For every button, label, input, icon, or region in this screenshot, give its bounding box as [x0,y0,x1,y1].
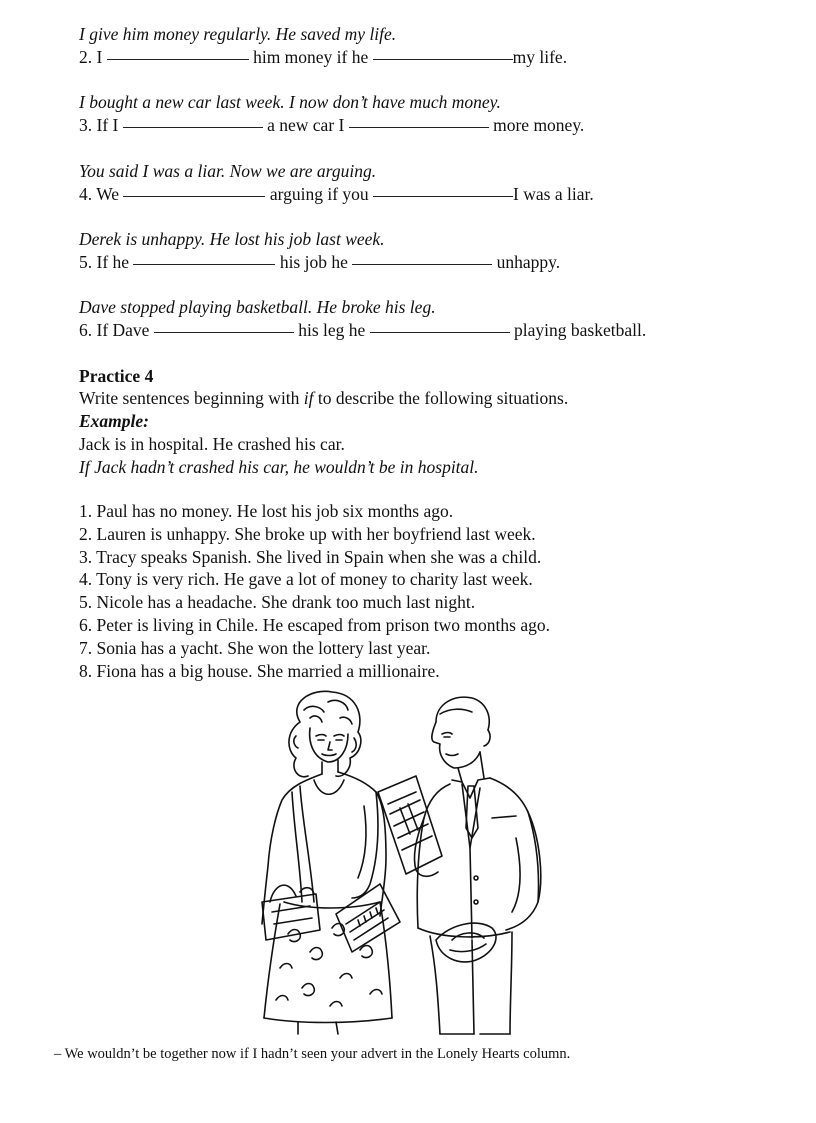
example-situation: Jack is in hospital. He crashed his car. [79,434,345,454]
list-item: 2. Lauren is unhappy. She broke up with her boyfriend last week. [79,523,536,544]
instruction-keyword: if [303,388,314,408]
exercise-2-sentence [79,47,567,68]
list-item: 7. Sonia has a yacht. She won the lottery last year. [79,637,431,658]
answer-blank[interactable] [123,127,263,128]
answer-blank[interactable] [370,332,510,333]
list-item: 4. Tony is very rich. He gave a lot of money to charity last week. [79,569,533,590]
list-item: 6. Peter is living in Chile. He escaped from prison two months ago. [79,614,550,635]
sentence-part: We [96,184,120,204]
sentence-part: I was a liar. [513,184,594,204]
sentence-part: If Dave [96,320,150,340]
exercise-number: 3. [79,115,93,135]
instruction-text: Write sentences beginning with [79,388,304,408]
answer-blank[interactable] [107,59,249,60]
answer-blank[interactable] [352,264,492,265]
situation-list [79,500,550,682]
sentence-part: unhappy. [496,252,561,272]
exercise-2-situation: I give him money regularly. He saved my life. [79,24,397,44]
exercise-number: 4. [79,184,93,204]
sentence-part: more money. [493,115,585,135]
man-figure [378,697,541,1034]
answer-blank[interactable] [123,196,265,197]
answer-blank[interactable] [154,332,294,333]
woman-figure [262,691,400,1034]
example-answer: If Jack hadn’t crashed his car, he wouldn’t be in hospital. [79,457,479,477]
exercise-6-sentence [79,320,646,341]
answer-blank[interactable] [373,59,513,60]
sentence-part: his leg he [298,320,366,340]
exercise-3-sentence [79,115,584,136]
sentence-part: arguing if you [269,184,369,204]
exercise-4-sentence [79,184,594,205]
practice-instruction [79,388,568,409]
sentence-part: I [96,47,103,67]
list-item: 1. Paul has no money. He lost his job six months ago. [79,501,454,521]
exercise-4-situation: You said I was a liar. Now we are arguing. [79,161,377,181]
answer-blank[interactable] [133,264,275,265]
sentence-part: him money if he [253,47,369,67]
sentence-part: my life. [512,47,568,67]
exercise-5-sentence [79,252,560,273]
sentence-part: playing basketball. [514,320,647,340]
exercise-5-situation: Derek is unhappy. He lost his job last week. [79,229,385,249]
couple-illustration [240,688,560,1038]
exercise-number: 2. [79,47,93,67]
exercise-number: 6. [79,320,93,340]
illustration-caption: – We wouldn’t be together now if I hadn’t seen your advert in the Lonely Hearts column. [54,1046,571,1062]
list-item: 3. Tracy speaks Spanish. She lived in Spain when she was a child. [79,546,542,567]
answer-blank[interactable] [349,127,489,128]
exercise-6-situation: Dave stopped playing basketball. He broke his leg. [79,297,436,317]
sentence-part: a new car I [267,115,345,135]
answer-blank[interactable] [373,196,513,197]
sentence-part: his job he [279,252,348,272]
sentence-part: If he [96,252,130,272]
sentence-part: If I [96,115,119,135]
list-item: 8. Fiona has a big house. She married a millionaire. [79,660,440,681]
exercise-3-situation: I bought a new car last week. I now don’t have much money. [79,92,501,112]
instruction-text: to describe the following situations. [313,388,569,408]
exercise-number: 5. [79,252,93,272]
practice-heading: Practice 4 [79,366,154,386]
list-item: 5. Nicole has a headache. She drank too much last night. [79,592,476,613]
example-label: Example: [79,411,149,431]
